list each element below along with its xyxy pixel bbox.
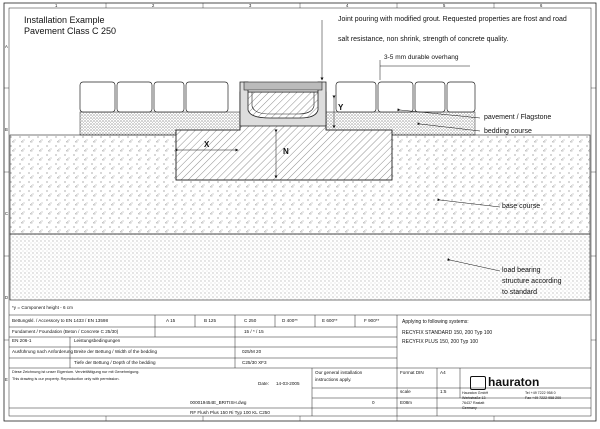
- grid-col-6: 6: [540, 3, 543, 8]
- size-code: E08m: [400, 400, 413, 405]
- general-note-2: instructions apply.: [315, 377, 352, 382]
- load-bearing-label-1: load bearing: [502, 267, 541, 274]
- joint-note-line2: salt resistance, non shrink, strength of concrete quality.: [338, 36, 509, 43]
- format-label: Format DIN: [400, 370, 424, 375]
- row3-label: Leistungsbedingungen: [74, 338, 121, 343]
- row5-label: Tiefe der Bettung / Depth of the bedding: [74, 360, 156, 365]
- grid-col-1: 1: [55, 3, 58, 8]
- company-logo: hauraton: [488, 375, 540, 389]
- date-value: 14-03-2005: [276, 381, 300, 386]
- class-a15: A 15: [166, 318, 176, 323]
- class-e600: E 600**: [322, 318, 338, 323]
- row2-value: 15 / * / 15: [244, 329, 264, 334]
- grid-row-d: D: [5, 295, 9, 300]
- footnote: *y = Component height - 6 cm: [12, 305, 73, 310]
- file-name: 000019454E_BRITISH.dwg: [190, 400, 247, 405]
- address-1: Hauraton GmbH: [462, 391, 489, 395]
- row4-value: 025/M 20: [242, 349, 262, 354]
- address-2: Werkstraße 13: [462, 396, 486, 400]
- load-bearing-label-3: to standard: [502, 289, 538, 296]
- bedding-label: bedding course: [484, 128, 532, 135]
- system-1: RECYFIX STANDARD 150, 200 Typ 100: [402, 330, 493, 336]
- grid-row-e: E: [5, 377, 8, 382]
- system-2: RECYFIX PLUS 150, 200 Typ 100: [402, 339, 479, 345]
- applying-label: Applying to following systems:: [402, 319, 469, 325]
- overhang-note: 3-5 mm durable overhang: [384, 54, 459, 61]
- tel: Tel +49 7222 958 0: [525, 391, 556, 395]
- pavers-left: [80, 82, 228, 112]
- class-f900: F 900**: [364, 318, 380, 323]
- grid-row-a: A: [5, 44, 8, 49]
- scale-value: 1:5: [440, 389, 447, 394]
- load-bearing-label-2: structure according: [502, 278, 562, 285]
- hauraton-logo-icon: [470, 376, 486, 390]
- drawing-subtitle: Pavement Class C 250: [24, 26, 117, 36]
- class-c250: C 250: [244, 318, 257, 323]
- revision: 0: [372, 400, 375, 405]
- drawing-title: Installation Example: [24, 15, 105, 25]
- dimension-x: X: [204, 140, 210, 149]
- row1-label: Bettungskl. / Accessory to EN 1433 / EN 13598: [12, 318, 109, 323]
- grid-col-3: 3: [249, 3, 252, 8]
- row5-value: C25/30 XF3: [242, 360, 267, 365]
- address-4: Germany: [462, 406, 477, 410]
- class-d400: D 400**: [282, 318, 298, 323]
- dimension-n: N: [283, 147, 289, 156]
- row4-sub: Breite der Bettung / Width of the bedding: [74, 349, 157, 354]
- grid-col-5: 5: [443, 3, 446, 8]
- grid-row-b: B: [5, 127, 8, 132]
- row4-label: Ausführung nach Anforderung: [12, 349, 74, 354]
- scale-label: scale: [400, 389, 411, 394]
- address-3: 76437 Rastatt: [462, 401, 485, 405]
- drawing-description: RF Flush Plus 150 Ri Typ 100 KL C250: [190, 410, 270, 415]
- date-label: Date:: [258, 381, 269, 386]
- grid-row-c: C: [5, 211, 9, 216]
- pavers-right: [336, 82, 475, 112]
- joint-note-line1: Joint pouring with modified grout. Requested properties are frost and road: [338, 16, 567, 23]
- grid-col-2: 2: [152, 3, 155, 8]
- general-note-1: Our general installation: [315, 370, 363, 375]
- row2-label: Fundament / Foundation (Beton / Concrete C 25/30): [12, 329, 119, 334]
- fax: Fax +49 7222 958 200: [525, 396, 562, 400]
- disclaimer-2: This drawing is our property. Reproduction only with permission.: [12, 377, 120, 381]
- grate: [244, 82, 322, 90]
- disclaimer-1: Diese Zeichnung ist unser Eigentum. Vervielfältigung nur mit Genehmigung.: [12, 370, 140, 374]
- row3-standard: EN 206-1: [12, 338, 32, 343]
- pavement-label: pavement / Flagstone: [484, 114, 552, 121]
- dimension-y: Y: [338, 103, 344, 112]
- base-course-label: base course: [502, 203, 541, 210]
- format-value: A4: [440, 370, 446, 375]
- class-b125: B 125: [204, 318, 217, 323]
- grid-col-4: 4: [346, 3, 349, 8]
